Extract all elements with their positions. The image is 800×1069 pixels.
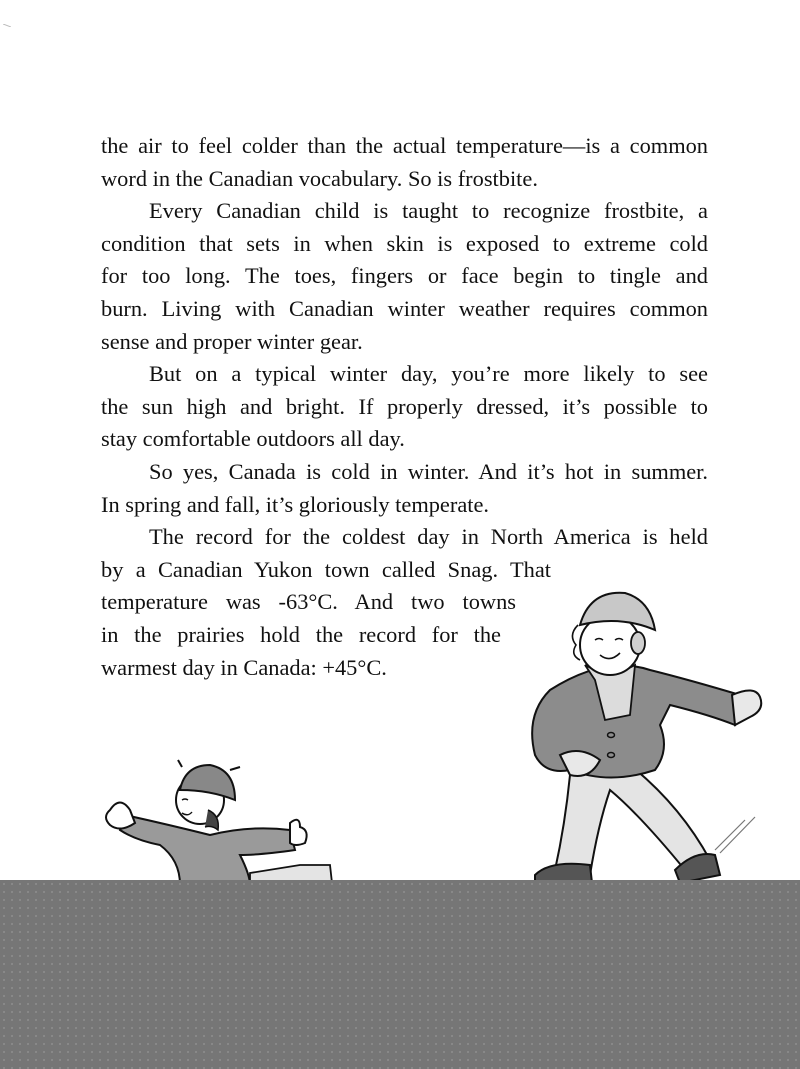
child-skater-illustration bbox=[100, 755, 340, 885]
text-line: temperature was -63°C. And two towns bbox=[101, 589, 516, 615]
text-line: the air to feel colder than the actual temperature—is a common bbox=[101, 133, 708, 158]
text-line: condition that sets in when skin is exposed to extreme cold bbox=[101, 230, 708, 256]
text-line: The record for the coldest day in North America is held bbox=[149, 524, 708, 550]
scan-mark-icon bbox=[3, 24, 11, 27]
text-line: burn. Living with Canadian winter weather requires common bbox=[101, 295, 708, 321]
text-line: by a Canadian Yukon town called Snag. That bbox=[101, 556, 551, 582]
text-line: But on a typical winter day, you’re more likely to see bbox=[149, 361, 708, 387]
text-line: the sun high and bright. If properly dressed, it’s possible to bbox=[101, 393, 708, 419]
text-line: stay comfortable outdoors all day. bbox=[101, 426, 405, 452]
text-line: for too long. The toes, fingers or face begin to tingle and bbox=[101, 263, 708, 289]
text-line: in the prairies hold the record for the bbox=[101, 621, 501, 647]
boy-skater-illustration bbox=[510, 585, 770, 885]
text-line: warmest day in Canada: +45°C. bbox=[101, 654, 387, 680]
text-line: Every Canadian child is taught to recognize frostbite, a bbox=[149, 198, 708, 224]
text-line: So yes, Canada is cold in winter. And it’s hot in summer. bbox=[149, 458, 708, 484]
text-line: In spring and fall, it’s gloriously temperate. bbox=[101, 491, 490, 517]
text-line: word in the Canadian vocabulary. So is frostbite. bbox=[101, 165, 538, 191]
gray-footer-band bbox=[0, 880, 800, 1069]
text-line: sense and proper winter gear. bbox=[101, 328, 363, 354]
